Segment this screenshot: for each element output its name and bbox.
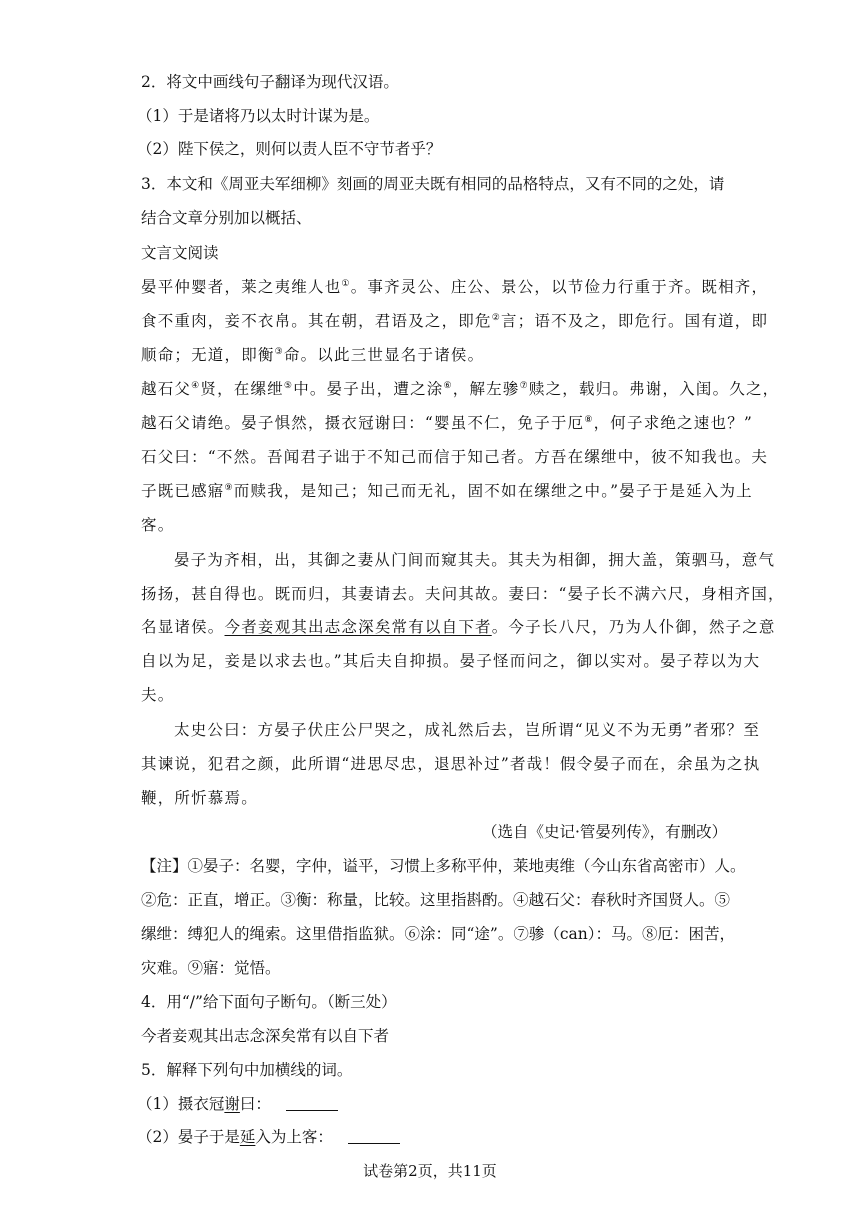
source-citation: （选自《史记·管晏列传》，有删改） <box>482 823 728 841</box>
underlined-sentence: 今者妾观其出志念深矣常有以自下者 <box>224 618 492 636</box>
question-5-item-2: （2）晏子于是延入为上客： <box>137 1127 400 1147</box>
passage-line: 其谏说，犯君之颜，此所谓“进思尽忠，退思补过”者哉！假令晏子而在，余虽为之执 <box>141 755 761 773</box>
question-3-line-1: 3．本文和《周亚夫军细柳》刻画的周亚夫既有相同的品格特点，又有不同的之处，请 <box>141 175 725 193</box>
passage-line: 名显诸侯。今者妾观其出志念深矣常有以自下者。今子长八尺，乃为人仆御，然子之意 <box>141 618 776 636</box>
passage-line: 石父曰：“不然。吾闻君子诎于不知己而信于知己者。方吾在缧绁中，彼不知我也。夫 <box>141 448 769 466</box>
question-2-item-2: （2）陛下侯之，则何以责人臣不守节者乎？ <box>137 140 442 158</box>
question-2-item-1: （1）于是诸将乃以太时计谋为是。 <box>137 107 380 125</box>
note-line: 缧绁：缚犯人的绳索。这里借指监狱。⑥涂：同“途”。⑦骖（can）：马。⑧厄：困苦， <box>141 925 736 943</box>
answer-blank[interactable] <box>348 1129 400 1144</box>
question-5-item-1: （1）摄衣冠谢曰： <box>137 1094 338 1114</box>
passage-line: 扬扬，甚自得也。既而归，其妻请去。夫问其故。妻曰：“晏子长不满六尺，身相齐国， <box>141 585 785 603</box>
passage-line: 子既已感寤⑨而赎我，是知己；知己而无礼，固不如在缧绁之中。”晏子于是延入为上 <box>141 482 753 500</box>
passage-line: 晏子为齐相，出，其御之妻从门间而窥其夫。其夫为相御，拥大盖，策驷马，意气 <box>174 551 776 569</box>
note-line: 【注】①晏子：名婴，字仲，谥平，习惯上多称平仲，莱地夷维（今山东省高密市）人。 <box>141 857 746 875</box>
passage-line: 夫。 <box>141 686 175 704</box>
question-4-sentence: 今者妾观其出志念深矣常有以自下者 <box>141 1027 390 1045</box>
passage-line: 越石父请绝。晏子惧然，摄衣冠谢曰：“婴虽不仁，免子于厄⑧，何子求绝之速也？” <box>141 414 754 432</box>
passage-line: 越石父④贤，在缧绁⑤中。晏子出，遭之涂⑥，解左骖⑦赎之，载归。弗谢，入闺。久之， <box>141 380 780 398</box>
passage-line: 晏平仲婴者，莱之夷维人也①。事齐灵公、庄公、景公，以节俭力行重于齐。既相齐， <box>141 278 769 296</box>
question-2-title: 2．将文中画线句子翻译为现代汉语。 <box>141 73 399 91</box>
section-title: 文言文阅读 <box>141 244 219 262</box>
passage-line: 太史公曰：方晏子伏庄公尸哭之，成礼然后去，岂所谓“见义不为无勇”者邪？至 <box>174 721 761 739</box>
question-5-title: 5．解释下列句中加横线的词。 <box>141 1061 353 1079</box>
passage-line: 顺命；无道，即衡③命。以此三世显名于诸侯。 <box>141 346 485 364</box>
passage-line: 客。 <box>141 516 175 534</box>
passage-line: 食不重肉，妾不衣帛。其在朝，君语及之，即危②言；语不及之，即危行。国有道，即 <box>141 312 769 330</box>
question-4-title: 4．用“/”给下面句子断句。（断三处） <box>141 993 397 1011</box>
passage-line: 自以为足，妾是以求去也。”其后夫自抑损。晏子怪而问之，御以实对。晏子荐以为大 <box>141 652 761 670</box>
passage-line: 鞭，所忻慕焉。 <box>141 789 258 807</box>
question-3-line-2: 结合文章分别加以概括、 <box>141 209 312 227</box>
note-line: 灾难。⑨寤：觉悟。 <box>141 959 281 977</box>
page-footer: 试卷第2页，共11页 <box>363 1162 497 1180</box>
answer-blank[interactable] <box>286 1096 338 1111</box>
note-line: ②危：正直，增正。③衡：称量，比较。这里指斟酌。④越石父：春秋时齐国贤人。⑤ <box>141 891 731 909</box>
